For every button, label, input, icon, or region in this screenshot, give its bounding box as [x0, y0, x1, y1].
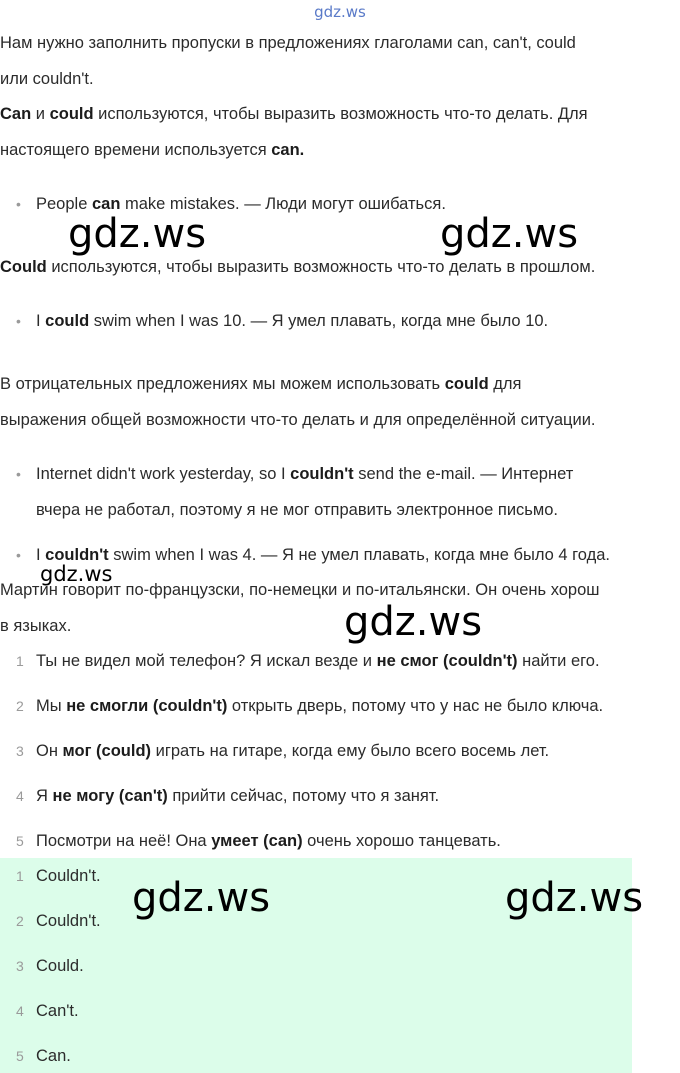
- answer-item: Can't.: [36, 1002, 79, 1020]
- list-number: 5: [16, 833, 24, 849]
- martin-line-1: Мартин говорит по-французски, по-немецки и по-итальянски. Он очень хорош: [0, 581, 600, 599]
- bold-term: could: [45, 312, 90, 330]
- list-item: [36, 651, 676, 671]
- answer-number: 2: [16, 913, 24, 929]
- answer-number: 1: [16, 868, 24, 884]
- bold-term: не могу (can't): [52, 787, 168, 805]
- term-can: can.: [271, 141, 305, 159]
- text: Internet didn't work yesterday, so I: [36, 465, 291, 483]
- text: Он: [36, 742, 63, 760]
- text: Посмотри на неё! Она: [36, 832, 212, 850]
- text: Мы: [36, 697, 67, 715]
- watermark-top: gdz.ws: [314, 3, 366, 21]
- watermark: gdz.ws: [440, 211, 579, 257]
- bold-term: can: [91, 195, 121, 213]
- watermark: gdz.ws: [132, 875, 271, 921]
- intro-line-2: или couldn't.: [0, 70, 94, 88]
- bold-term: умеет (can): [211, 832, 303, 850]
- text: send the e-mail. — Интернет: [353, 465, 574, 483]
- negative-paragraph-line-2: выражения общей возможности что-то делать и для определённой ситуации.: [0, 411, 596, 429]
- example-could: [16, 303, 676, 339]
- list-number: 1: [16, 653, 24, 669]
- watermark: gdz.ws: [40, 562, 113, 586]
- can-could-paragraph: [0, 96, 678, 132]
- text: Я: [36, 787, 53, 805]
- bold-term: не смог (couldn't): [376, 652, 518, 670]
- text: для: [488, 375, 522, 393]
- list-number: 2: [16, 698, 24, 714]
- text: настоящего времени используется: [0, 141, 272, 159]
- text: очень хорошо танцевать.: [302, 832, 501, 850]
- text: открыть дверь, потому что у нас не было ключа.: [227, 697, 604, 715]
- text: В отрицательных предложениях мы можем использовать: [0, 375, 445, 393]
- answer-number: 5: [16, 1048, 24, 1064]
- list-item: [36, 831, 676, 851]
- answer-item: Couldn't.: [36, 912, 101, 930]
- bullet-icon: •: [16, 466, 21, 482]
- text: I: [36, 312, 46, 330]
- watermark: gdz.ws: [505, 875, 644, 921]
- bold-term: не смогли (couldn't): [66, 697, 228, 715]
- bullet-icon: •: [16, 196, 21, 212]
- text: swim when I was 4. — Я не умел плавать, когда мне было 4 года.: [108, 546, 611, 564]
- list-number: 3: [16, 743, 24, 759]
- watermark: gdz.ws: [68, 211, 207, 257]
- answer-number: 3: [16, 958, 24, 974]
- example-couldnt-email-line-2: вчера не работал, поэтому я не мог отправить электронное письмо.: [36, 501, 558, 519]
- martin-line-2: в языках.: [0, 617, 72, 635]
- bullet-icon: •: [16, 547, 21, 563]
- term-could: could: [49, 105, 94, 123]
- text: используются, чтобы выразить возможность что-то делать. Для: [93, 105, 588, 123]
- answer-item: Couldn't.: [36, 867, 101, 885]
- bold-term: couldn't: [45, 546, 109, 564]
- negative-paragraph: [0, 366, 678, 402]
- list-item: [36, 741, 676, 761]
- text: People: [36, 195, 92, 213]
- bold-term: мог (could): [62, 742, 152, 760]
- example-couldnt-swim: [16, 537, 676, 573]
- bullet-icon: •: [16, 313, 21, 329]
- answer-number: 4: [16, 1003, 24, 1019]
- example-couldnt-email: [16, 456, 676, 492]
- term-can: Can: [0, 105, 32, 123]
- list-item: [36, 696, 676, 716]
- text: используются, чтобы выразить возможность что-то делать в прошлом.: [46, 258, 596, 276]
- list-item: [36, 786, 676, 806]
- answer-item: Can.: [36, 1047, 71, 1065]
- text: Ты не видел мой телефон? Я искал везде и: [36, 652, 377, 670]
- answer-item: Could.: [36, 957, 84, 975]
- term-could: could: [444, 375, 489, 393]
- intro-line-1: Нам нужно заполнить пропуски в предложениях глаголами can, can't, could: [0, 34, 576, 52]
- text: make mistakes. — Люди могут ошибаться.: [120, 195, 446, 213]
- text: swim when I was 10. — Я умел плавать, когда мне было 10.: [89, 312, 549, 330]
- text: прийти сейчас, потому что я занят.: [167, 787, 440, 805]
- text: играть на гитаре, когда ему было всего восемь лет.: [151, 742, 550, 760]
- can-could-paragraph-line-2: [0, 132, 678, 168]
- text: I: [36, 546, 46, 564]
- bold-term: couldn't: [290, 465, 354, 483]
- text: найти его.: [517, 652, 600, 670]
- term-could: Could: [0, 258, 47, 276]
- list-number: 4: [16, 788, 24, 804]
- text: и: [31, 105, 50, 123]
- watermark: gdz.ws: [344, 599, 483, 645]
